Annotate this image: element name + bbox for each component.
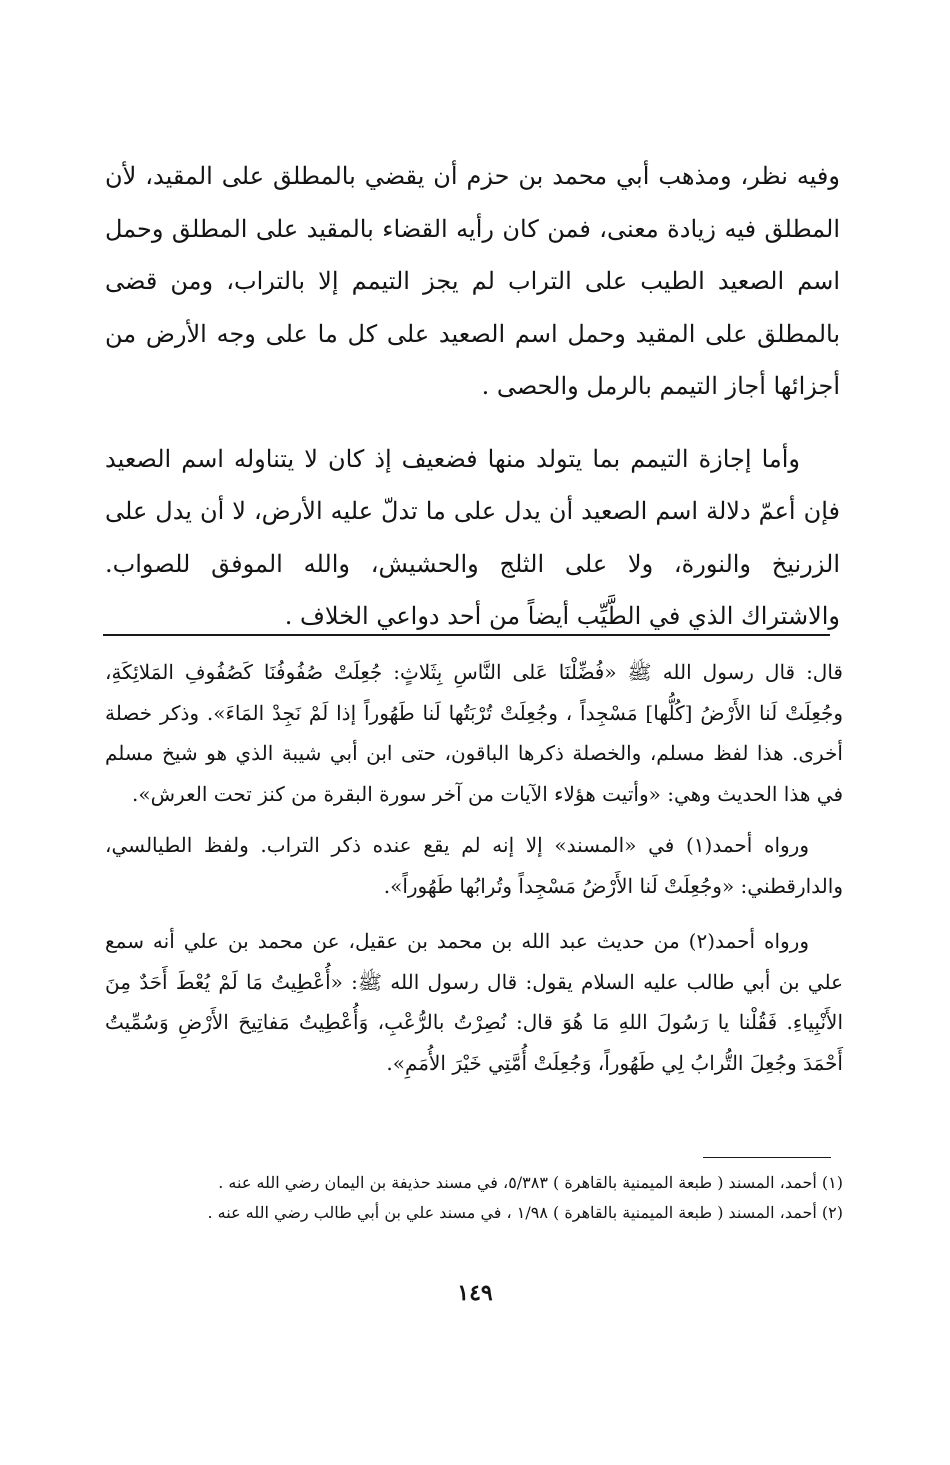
- main-paragraph-1: وفيه نظر، ومذهب أبي محمد بن حزم أن يقضي بالمطلق على المقيد، لأن المطلق فيه زيادة معنى، فمن كان رأيه القضاء بالمقيد على المطلق وحمل اسم الصعيد الطيب على التراب لم يجز التيمم إلا بالتراب، ومن قضى بالمطلق على المقيد وحمل اسم الصعيد على كل ما على وجه الأرض من أجزائها أجاز التيمم بالرمل والحصى .: [105, 162, 840, 400]
- footnote-1: (١) أحمد، المسند ( طبعة الميمنية بالقاهرة ) ٥/٣٨٣، في مسند حذيفة بن اليمان رضي الله عنه .: [218, 1173, 843, 1192]
- footnote-2: (٢) أحمد، المسند ( طبعة الميمنية بالقاهرة ) ١/٩٨ ، في مسند علي بن أبي طالب رضي الله عنه .: [207, 1203, 843, 1222]
- footnote-divider: [703, 1157, 831, 1158]
- footnotes-block: [105, 1168, 843, 1228]
- notes-paragraph-3: ورواه أحمد(٢) من حديث عبد الله بن محمد بن عقيل، عن محمد بن علي أنه سمع علي بن أبي طالب عليه السلام يقول: قال رسول الله ﷺ: «أُعْطِيتُ مَا لَمْ يُعْطَ أَحَدٌ مِنَ الأَنْبِياءِ. فَقُلْنا يا رَسُولَ اللهِ مَا هُوَ قال: نُصِرْتُ بالرُّعْبِ، وَأُعْطِيتُ مَفاتِيحَ الأَرْضِ وَسُمِّيتُ أَحْمَدَ وجُعِلَ التُّرابُ لِي طَهُوراً، وَجُعِلَتْ أُمَّتِي خَيْرَ الأُمَمِ».: [105, 929, 843, 1075]
- main-text-block: [105, 150, 840, 643]
- section-divider: [103, 634, 830, 636]
- main-paragraph-2: وأما إجازة التيمم بما يتولد منها فضعيف إذ كان لا يتناوله اسم الصعيد فإن أعمّ دلالة اسم الصعيد أن يدل على ما تدلّ عليه الأرض، لا أن يدل على الزرنيخ والنورة، ولا على الثلج والحشيش، والله الموفق للصواب. والاشتراك الذي في الطَّيِّب أيضاً من أحد دواعي الخلاف .: [105, 444, 840, 630]
- page-number: ١٤٩: [457, 1280, 493, 1306]
- notes-text-block: [105, 652, 843, 1083]
- notes-paragraph-2: ورواه أحمد(١) في «المسند» إلا إنه لم يقع عنده ذكر التراب. ولفظ الطيالسي، والدارقطني: «وجُعِلَتْ لَنا الأَرْضُ مَسْجِداً وتُرابُها طَهُوراً».: [105, 833, 843, 898]
- notes-paragraph-1: قال: قال رسول الله ﷺ «فُضِّلْنَا عَلى النَّاسِ بِثَلاثٍ: جُعِلَتْ صُفُوفُنَا كَصُفُوفِ المَلائِكَةِ، وجُعِلَتْ لَنا الأَرْضُ [كُلُّها] مَسْجِداً ، وجُعِلَتْ تُرْبَتُها لَنا طَهُوراً إذا لَمْ نَجِدْ المَاءَ». وذكر خصلة أخرى. هذا لفظ مسلم، والخصلة ذكرها الباقون، حتى ابن أبي شيبة الذي هو شيخ مسلم في هذا الحديث وهي: «وأتيت هؤلاء الآيات من آخر سورة البقرة من كنز تحت العرش».: [105, 660, 843, 806]
